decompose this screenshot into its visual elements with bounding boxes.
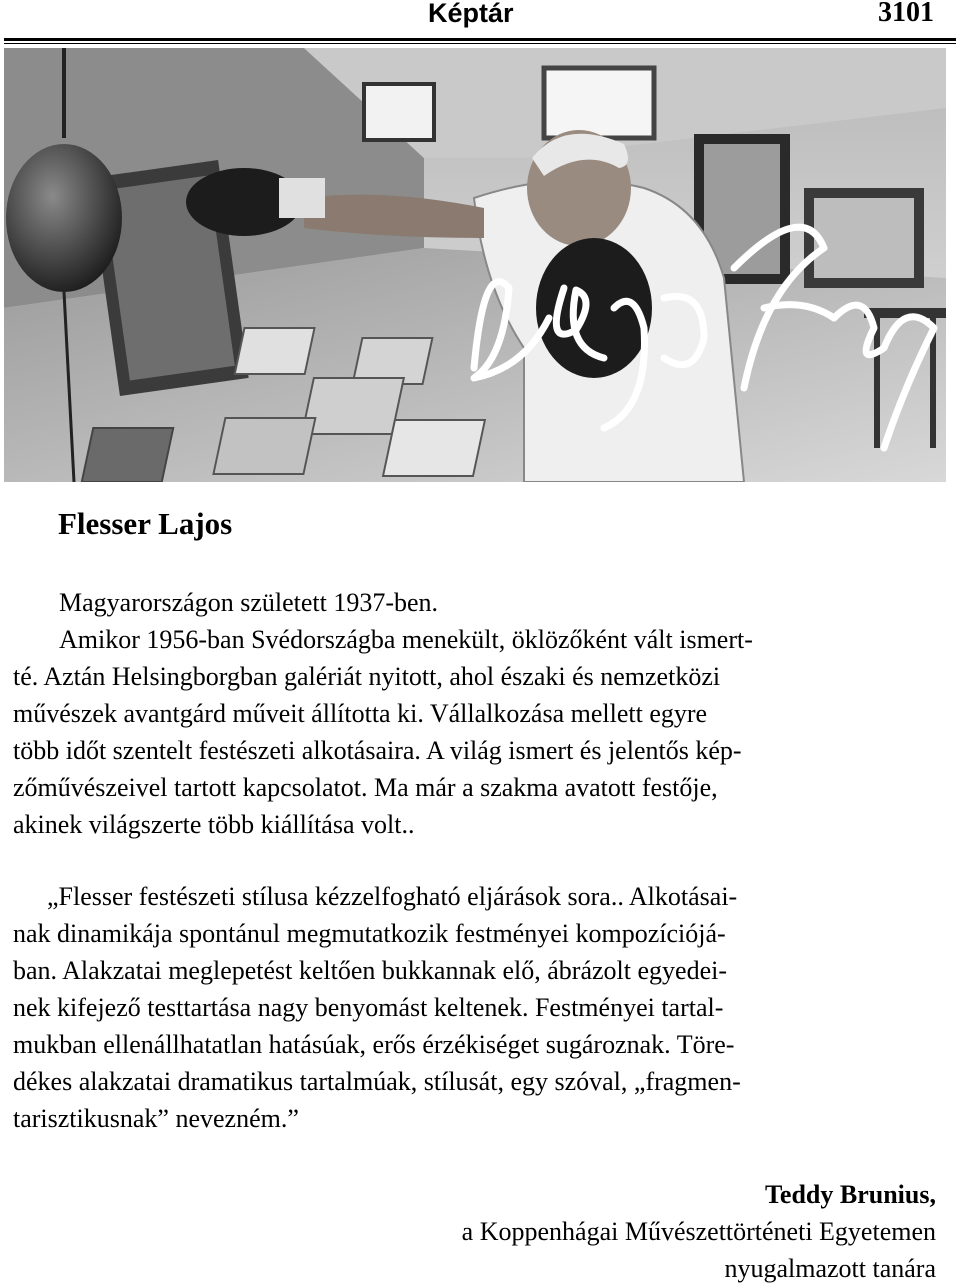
quote-line: dékes alakzatai dramatikus tartalmúak, stílusát, egy szóval, „fragmen- bbox=[13, 1067, 741, 1096]
article-title: Flesser Lajos bbox=[58, 506, 233, 541]
bio-line: Amikor 1956-ban Svédországba menekült, öklözőként vált ismert- bbox=[59, 625, 753, 654]
section-title: Képtár bbox=[428, 0, 514, 28]
header-rule-thin bbox=[4, 43, 956, 44]
quote-line: ban. Alakzatai meglepetést keltően bukkannak elő, ábrázolt egyedei- bbox=[13, 956, 727, 985]
quote-line: mukban ellenállhatatlan hatásúak, erős érzékiséget sugároznak. Töre- bbox=[13, 1030, 735, 1059]
punching-ball bbox=[6, 144, 122, 292]
quote-line: „Flesser festészeti stílusa kézzelfogható eljárások sora.. Alkotásai- bbox=[47, 882, 738, 911]
bio-paragraph bbox=[13, 584, 933, 843]
bio-line: Magyarországon született 1937-ben. bbox=[59, 588, 439, 617]
page-number: 3101 bbox=[878, 0, 934, 28]
attribution-role: nyugalmazott tanára bbox=[724, 1254, 936, 1283]
page-header bbox=[0, 0, 960, 44]
photo-illustration bbox=[4, 48, 946, 482]
attribution-author: Teddy Brunius, bbox=[764, 1180, 936, 1209]
bio-line: zőművészeivel tartott kapcsolatot. Ma már a szakma avatott festője, bbox=[13, 773, 718, 802]
header-rule-thick bbox=[4, 38, 956, 41]
bio-line: több időt szentelt festészeti alkotásaira. A világ ismert és jelentős kép- bbox=[13, 736, 742, 765]
artist-photo bbox=[4, 48, 946, 482]
quote-line: tarisztikusnak” nevezném.” bbox=[13, 1104, 299, 1133]
bio-line: té. Aztán Helsingborgban galériát nyitott, ahol északi és nemzetközi bbox=[13, 662, 721, 691]
bio-line: akinek világszerte több kiállítása volt.. bbox=[13, 810, 415, 839]
quote-line: nak dinamikája spontánul megmutatkozik festményei kompozíciójá- bbox=[13, 919, 726, 948]
skylight-window bbox=[364, 84, 434, 140]
critic-quote bbox=[13, 878, 933, 1137]
skylight-window-right bbox=[544, 68, 654, 138]
bio-line: művészek avantgárd műveit állította ki. Vállalkozása mellett egyre bbox=[13, 699, 708, 728]
quote-attribution bbox=[462, 1176, 936, 1287]
attribution-affiliation: a Koppenhágai Művészettörténeti Egyetemen bbox=[461, 1217, 936, 1246]
quote-line: nek kifejező testtartása nagy benyomást keltenek. Festményei tartal- bbox=[13, 993, 724, 1022]
